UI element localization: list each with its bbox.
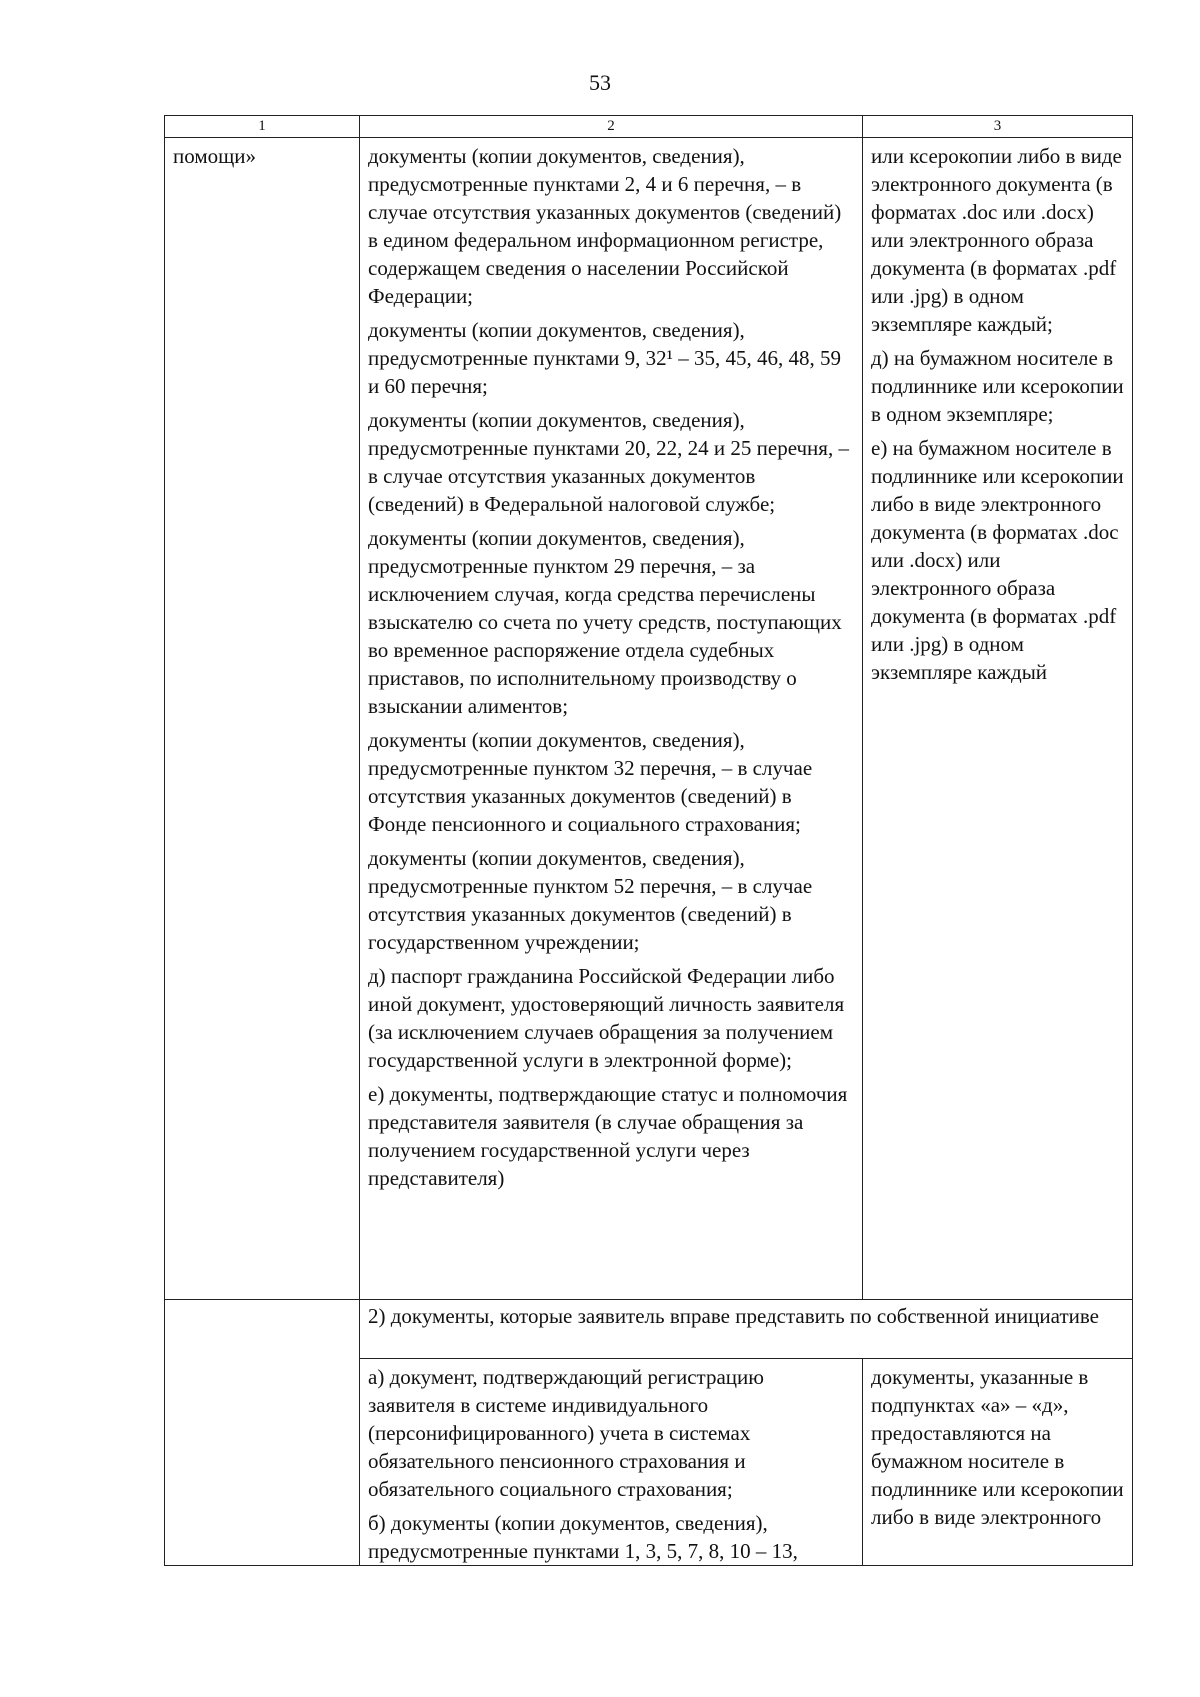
document-item: б) документы (копии документов, сведения), предусмотренные пунктами 1, 3, 5, 7, 8, 10 – 13,: [368, 1511, 798, 1563]
optional-documents-cell: [360, 1359, 863, 1566]
column-number-3: 3: [863, 116, 1133, 138]
section-title: 2) документы, которые заявитель вправе представить по собственной инициативе: [360, 1300, 1133, 1359]
document-table: [164, 115, 1133, 1566]
format-item: е) на бумажном носителе в подлиннике или ксерокопии либо в виде электронного документа (в форматах .doc или .docx) или электронного образа документа (в форматах .pdf или .jpg) в одном экземпляре каждый: [871, 436, 1124, 684]
table-row: [165, 138, 1133, 1300]
document-item: документы (копии документов, сведения), предусмотренные пунктами 9, 32¹ – 35, 45, 46, 48, 59 и 60 перечня;: [368, 318, 841, 398]
document-item: документы (копии документов, сведения), предусмотренные пунктом 32 перечня, – в случае отсутствия указанных документов (сведений) в Фонде пенсионного и социального страхования;: [368, 728, 813, 836]
document-item: а) документ, подтверждающий регистрацию заявителя в системе индивидуального (персонифицированного) учета в системах обязательного пенсионного страхования и обязательного социального страхования;: [368, 1365, 764, 1501]
document-item: документы (копии документов, сведения), предусмотренные пунктом 29 перечня, – за исключением случая, когда средства перечислены взыскателю со счета по учету средств, поступающих во временное распоряжение отдела судебных приставов, по исполнительному производству о взыскании алиментов;: [368, 526, 842, 718]
column-number-1: 1: [165, 116, 360, 138]
table-header-row: [165, 116, 1133, 138]
page-number: 53: [589, 70, 611, 95]
document-item: д) паспорт гражданина Российской Федерации либо иной документ, удостоверяющий личность заявителя (за исключением случаев обращения за получением государственной услуги в электронной форме);: [368, 964, 845, 1072]
optional-format-cell: документы, указанные в подпунктах «а» – «д», предоставляются на бумажном носителе в подлиннике или ксерокопии либо в виде электронного: [863, 1359, 1133, 1566]
format-item: или ксерокопии либо в виде электронного документа (в форматах .doc или .docx) или электронного образа документа (в форматах .pdf или .jpg) в одном экземпляре каждый;: [871, 144, 1122, 336]
service-name-cell: помощи»: [165, 138, 360, 1300]
submission-format-cell: [863, 138, 1133, 1300]
document-item: документы (копии документов, сведения), предусмотренные пунктом 52 перечня, – в случае отсутствия указанных документов (сведений) в государственном учреждении;: [368, 846, 813, 954]
document-item: документы (копии документов, сведения), предусмотренные пунктами 2, 4 и 6 перечня, – в случае отсутствия указанных документов (сведений) в едином федеральном информационном регистре, содержащем сведения о населении Российской Федерации;: [368, 144, 842, 308]
document-item: е) документы, подтверждающие статус и полномочия представителя заявителя (в случае обращения за получением государственной услуги через представителя): [368, 1082, 848, 1190]
column-number-2: 2: [360, 116, 863, 138]
section-row: [165, 1300, 1133, 1359]
empty-cell: [165, 1300, 360, 1566]
required-documents-cell: [360, 138, 863, 1300]
document-item: документы (копии документов, сведения), предусмотренные пунктами 20, 22, 24 и 25 перечня, – в случае отсутствия указанных документов (сведений) в Федеральной налоговой службе;: [368, 408, 849, 516]
format-item: д) на бумажном носителе в подлиннике или ксерокопии в одном экземпляре;: [871, 346, 1124, 426]
